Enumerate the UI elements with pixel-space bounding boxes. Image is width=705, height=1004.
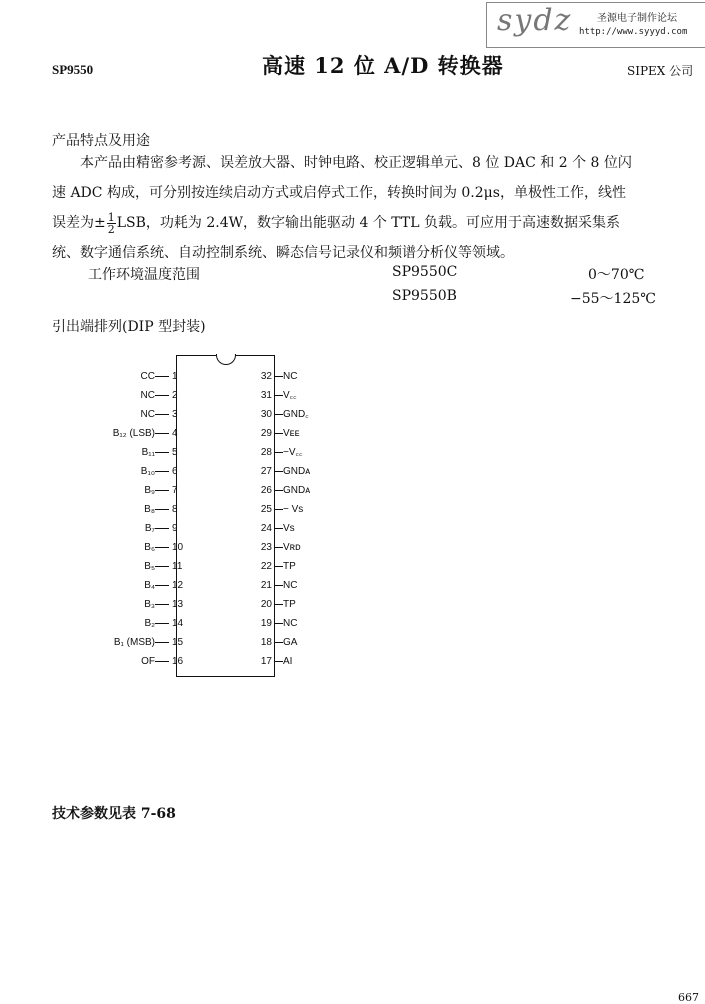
pin-lead <box>155 547 169 548</box>
pin-number: 6 <box>172 466 178 477</box>
pin-lead <box>155 452 169 453</box>
pin-lead <box>274 490 283 491</box>
temperature-range-c: 0～70℃ <box>588 267 645 283</box>
pin-row-left <box>86 560 190 574</box>
pin-row-right <box>254 408 309 422</box>
temperature-range-b: −55～125℃ <box>570 291 656 307</box>
pin-name: B₆ <box>144 542 155 553</box>
pin-name: B₉ <box>144 485 155 496</box>
pin-row-right <box>254 389 297 403</box>
pin-name: GA <box>283 637 298 648</box>
pin-lead <box>274 623 283 624</box>
pin-row-right <box>254 465 310 479</box>
pin-name: OF <box>141 656 155 667</box>
pin-row-left <box>86 522 190 536</box>
watermark-logo <box>486 2 705 48</box>
temperature-model-b: SP9550B <box>392 288 457 304</box>
pin-name: CC <box>140 371 155 382</box>
pin-name: GNDᴀ <box>283 485 311 496</box>
pin-lead <box>274 452 283 453</box>
pin-lead <box>274 376 283 377</box>
pin-name: TP <box>283 599 296 610</box>
pin-row-left <box>86 465 190 479</box>
pin-number: 26 <box>260 485 272 496</box>
pin-number: 22 <box>260 561 272 572</box>
pin-number: 25 <box>260 504 272 515</box>
pin-name: B₃ <box>144 599 155 610</box>
pin-row-left <box>86 446 190 460</box>
pin-row-left <box>86 655 190 669</box>
pin-row-right <box>254 427 299 441</box>
features-line-3-suffix: LSB，功耗为 2.4W，数字输出能驱动 4 个 TTL 负载。可应用于高速数据采集系 <box>116 215 620 231</box>
pin-lead <box>155 661 169 662</box>
pin-lead <box>155 566 169 567</box>
pin-lead <box>155 528 169 529</box>
pin-lead <box>155 604 169 605</box>
pin-name: NC <box>283 371 298 382</box>
pin-name: NC <box>283 618 298 629</box>
pin-number: 13 <box>172 599 184 610</box>
pin-name: NC <box>140 390 155 401</box>
pin-row-right <box>254 617 297 631</box>
temperature-label: 工作环境温度范围 <box>88 267 200 283</box>
pin-name: B₁₁ <box>141 447 155 458</box>
pin-row-right <box>254 446 302 460</box>
pin-number: 9 <box>172 523 178 534</box>
pin-name: Vs <box>283 523 295 534</box>
pin-name: Vʀᴅ <box>283 542 301 553</box>
pin-row-left <box>86 427 190 441</box>
pin-number: 17 <box>260 656 272 667</box>
pin-lead <box>155 376 169 377</box>
features-line-4: 统、数字通信系统、自动控制系统、瞬态信号记录仪和频谱分析仪等领域。 <box>52 245 514 261</box>
pin-number: 24 <box>260 523 272 534</box>
pin-lead <box>274 547 283 548</box>
pin-lead <box>274 509 283 510</box>
pin-row-right <box>254 579 297 593</box>
features-line-2: 速 ADC 构成，可分别按连续启动方式或启停式工作，转换时间为 0.2μs，单极性工作，线性 <box>52 185 626 201</box>
pin-name: GND꜀ <box>283 409 309 420</box>
pin-lead <box>274 471 283 472</box>
pin-name: B₁₀ <box>140 466 155 477</box>
pin-number: 8 <box>172 504 178 515</box>
pin1-notch <box>216 354 236 365</box>
page-number: 667 <box>678 991 699 1004</box>
pin-number: 4 <box>172 428 178 439</box>
pin-lead <box>155 642 169 643</box>
pin-row-right <box>254 503 303 517</box>
pin-row-left <box>86 389 190 403</box>
fraction-denominator: 2 <box>107 222 115 236</box>
pin-number: 32 <box>260 371 272 382</box>
pin-name: AI <box>283 656 293 667</box>
pin-lead <box>155 433 169 434</box>
pin-name: Vᴇᴇ <box>283 428 300 439</box>
pin-row-left <box>86 579 190 593</box>
pin-number: 3 <box>172 409 178 420</box>
pin-number: 31 <box>260 390 272 401</box>
pin-lead <box>155 509 169 510</box>
pin-lead <box>274 414 283 415</box>
pin-row-left <box>86 370 190 384</box>
pin-name: B₂ <box>144 618 155 629</box>
features-line-3-prefix: 误差为± <box>52 215 106 231</box>
fraction-numerator: 1 <box>107 210 115 224</box>
temperature-model-c: SP9550C <box>392 264 458 280</box>
watermark-site-name: 圣源电子制作论坛 <box>597 13 677 24</box>
pin-number: 18 <box>260 637 272 648</box>
pin-row-right <box>254 655 292 669</box>
pin-row-right <box>254 541 301 555</box>
parameters-note: 技术参数见表 7-68 <box>52 806 176 822</box>
pin-row-left <box>86 408 190 422</box>
pin-number: 14 <box>172 618 184 629</box>
features-heading: 产品特点及用途 <box>52 133 150 149</box>
pin-row-left <box>86 617 190 631</box>
fraction <box>107 212 116 235</box>
pin-row-right <box>254 636 297 650</box>
pin-number: 12 <box>172 580 184 591</box>
pin-number: 10 <box>172 542 184 553</box>
pin-lead <box>155 623 169 624</box>
pin-name: B₄ <box>144 580 155 591</box>
pin-number: 5 <box>172 447 178 458</box>
pin-lead <box>155 395 169 396</box>
pin-number: 21 <box>260 580 272 591</box>
pin-name: TP <box>283 561 296 572</box>
page-title: 高速 12 位 A/D 转换器 <box>262 53 504 78</box>
pin-number: 27 <box>260 466 272 477</box>
pin-lead <box>155 414 169 415</box>
pin-number: 7 <box>172 485 178 496</box>
part-number: SP9550 <box>52 62 94 77</box>
pin-row-left <box>86 503 190 517</box>
pin-name: GNDᴀ <box>283 466 311 477</box>
pin-number: 28 <box>260 447 272 458</box>
pin-name: NC <box>140 409 155 420</box>
pin-number: 30 <box>260 409 272 420</box>
pin-lead <box>274 642 283 643</box>
pin-lead <box>155 471 169 472</box>
pin-lead <box>274 528 283 529</box>
pin-name: NC <box>283 580 298 591</box>
pin-row-right <box>254 598 296 612</box>
features-line-3 <box>52 208 620 238</box>
pin-row-right <box>254 560 296 574</box>
pin-name: − Vs <box>283 504 304 515</box>
company-name: SIPEX 公司 <box>627 64 694 78</box>
pin-lead <box>274 604 283 605</box>
pin-number: 23 <box>260 542 272 553</box>
pin-number: 11 <box>172 561 183 572</box>
pinout-heading: 引出端排列(DIP 型封装) <box>52 319 206 335</box>
pin-lead <box>274 433 283 434</box>
pin-row-left <box>86 484 190 498</box>
pin-row-right <box>254 522 295 536</box>
pin-row-left <box>86 541 190 555</box>
pin-lead <box>274 585 283 586</box>
pin-lead <box>155 585 169 586</box>
pin-row-left <box>86 598 190 612</box>
pin-name: V꜀꜀ <box>283 390 297 401</box>
pin-name: B₅ <box>144 561 155 572</box>
pin-name: B₈ <box>144 504 155 515</box>
pin-number: 20 <box>260 599 272 610</box>
pin-number: 29 <box>260 428 272 439</box>
watermark-url: http://www.syyyd.com <box>579 27 688 37</box>
features-line-1: 本产品由精密参考源、误差放大器、时钟电路、校正逻辑单元、8 位 DAC 和 2 个 8 位闪 <box>80 155 632 171</box>
pin-row-right <box>254 370 297 384</box>
pin-number: 16 <box>172 656 184 667</box>
pin-name: B₇ <box>144 523 155 534</box>
pin-number: 19 <box>260 618 272 629</box>
pin-name: −V꜀꜀ <box>283 447 303 458</box>
watermark-logo-text: sydz <box>497 3 573 38</box>
pin-lead <box>274 661 283 662</box>
pin-row-left <box>86 636 190 650</box>
pin-lead <box>155 490 169 491</box>
pin-name: B₁ (MSB) <box>113 637 155 648</box>
pin-row-right <box>254 484 310 498</box>
pin-lead <box>274 395 283 396</box>
pin-number: 1 <box>172 371 178 382</box>
pin-lead <box>274 566 283 567</box>
pin-name: B₁₂ (LSB) <box>112 428 155 439</box>
pin-number: 2 <box>172 390 178 401</box>
pin-number: 15 <box>172 637 184 648</box>
